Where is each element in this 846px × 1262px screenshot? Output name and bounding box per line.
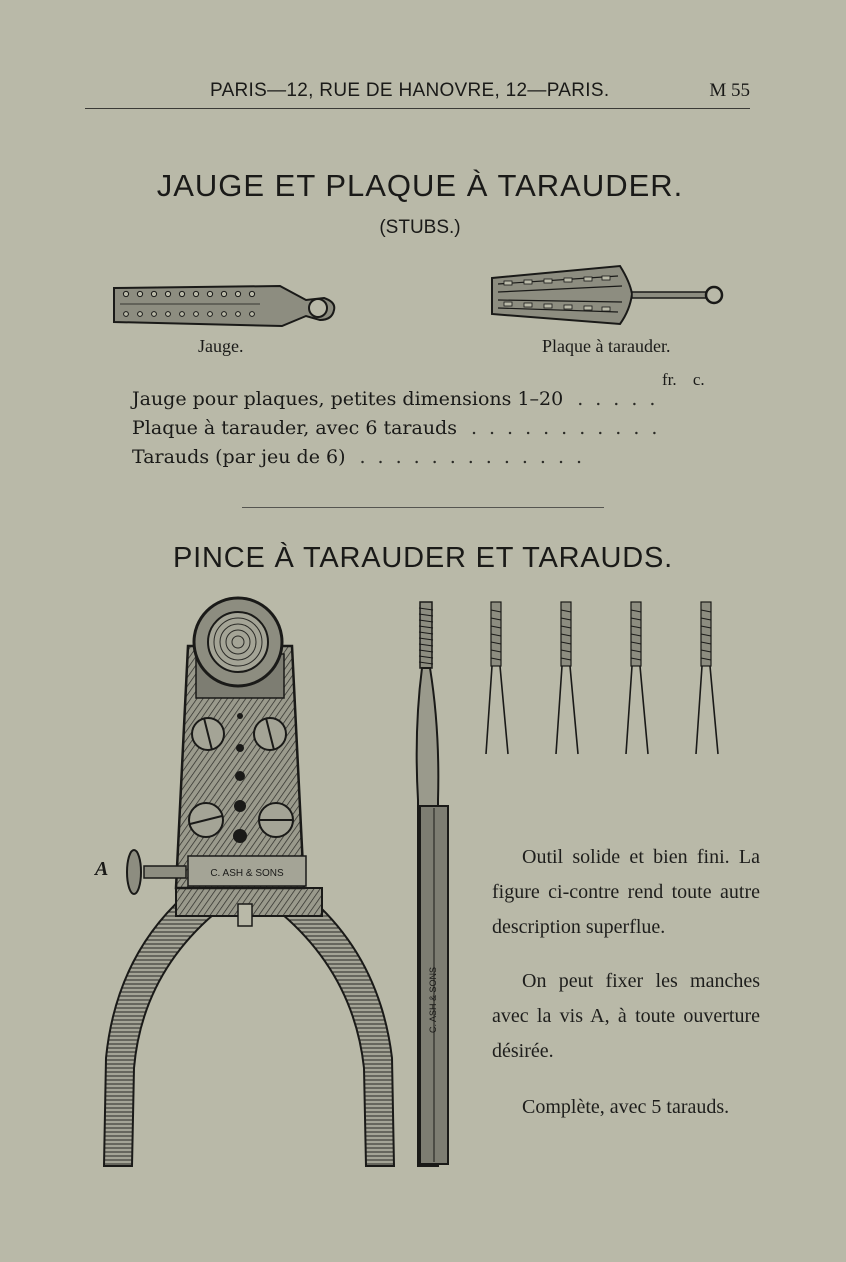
tap-handle-icon xyxy=(410,600,456,1170)
tap-icon xyxy=(554,600,582,756)
page-number: M 55 xyxy=(709,80,750,101)
header-address: PARIS—12, RUE DE HANOVRE, 12—PARIS. xyxy=(210,80,610,101)
price-list-item xyxy=(132,388,668,414)
gauge-plate-icon xyxy=(110,280,340,332)
description-paragraph: On peut fixer les manches avec la vis A, à toute ouverture désirée. xyxy=(492,970,760,1062)
item-name: Jauge pour plaques, petites dimensions 1–20 xyxy=(132,388,564,410)
product-description-screw xyxy=(492,964,760,1069)
dot-leader: ..... xyxy=(577,388,668,410)
price-list-item xyxy=(132,446,652,472)
tap-icon xyxy=(694,600,722,756)
section-title-pince: PINCE À TARAUDER ET TARAUDS. xyxy=(173,542,673,574)
dot-leader: ........... xyxy=(470,417,670,439)
dot-leader: ............. xyxy=(359,446,595,468)
caption-plaque: Plaque à tarauder. xyxy=(542,336,671,356)
product-description xyxy=(492,840,760,945)
section-divider xyxy=(242,507,604,508)
section-subtitle-stubs: (STUBS.) xyxy=(379,217,461,238)
item-name: Tarauds (par jeu de 6) xyxy=(132,446,346,468)
price-list-item xyxy=(132,417,670,443)
tap-wrench-icon xyxy=(96,598,406,1170)
price-column-header: fr. c. xyxy=(662,370,705,389)
item-name: Plaque à tarauder, avec 6 tarauds xyxy=(132,417,457,439)
screw-plate-icon xyxy=(488,262,728,328)
product-description-complete xyxy=(492,1090,760,1125)
screw-label-a: A xyxy=(95,858,109,880)
running-header xyxy=(85,78,750,109)
section-title-jauge: JAUGE ET PLAQUE À TARAUDER. xyxy=(156,168,684,203)
description-paragraph: Outil solide et bien fini. La figure ci-contre rend toute autre description superflue. xyxy=(492,846,760,938)
caption-jauge: Jauge. xyxy=(198,336,244,356)
tap-icon xyxy=(484,600,512,756)
tap-icon xyxy=(624,600,652,756)
description-paragraph: Complète, avec 5 tarauds. xyxy=(522,1096,730,1118)
handle-maker-stamp: C. ASH & SONS xyxy=(428,966,438,1034)
wrench-maker-stamp: C. ASH & SONS xyxy=(210,868,284,879)
